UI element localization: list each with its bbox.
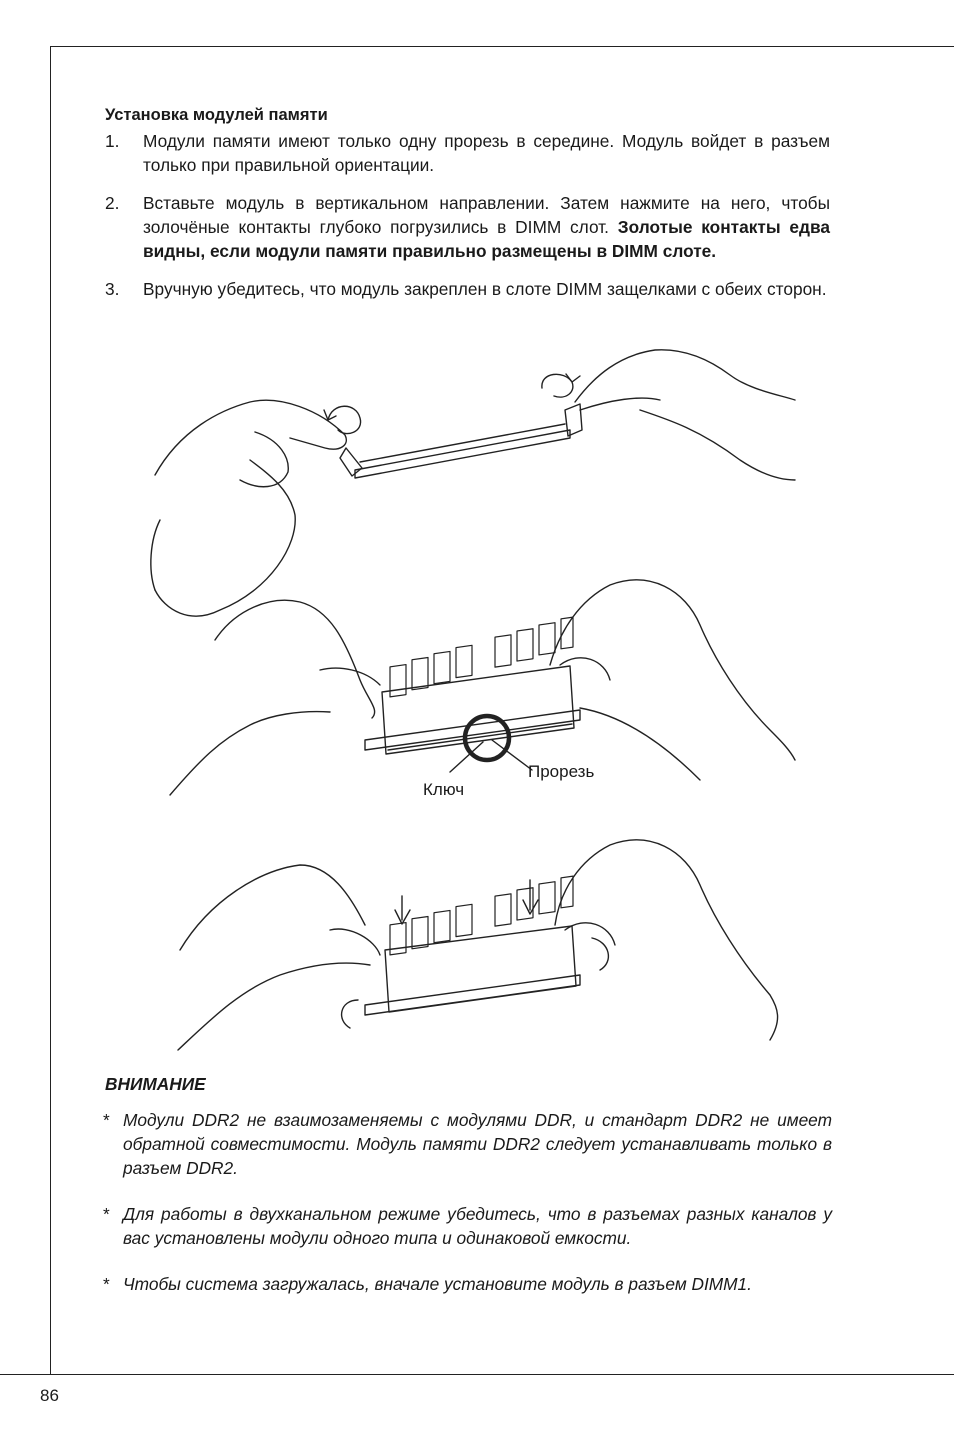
step-item [105, 277, 830, 301]
notice-section [105, 1072, 832, 1318]
notice-list [105, 1108, 832, 1296]
step-number: 3. [105, 279, 120, 299]
bullet-marker: * [103, 1274, 110, 1294]
step-number: 2. [105, 193, 120, 213]
page-number: 86 [40, 1386, 59, 1405]
step-text: Вручную убедитесь, что модуль закреплен в слоте DIMM защелками с обеих сторон. [143, 279, 827, 299]
page-frame-top [50, 46, 954, 47]
memory-install-section [105, 103, 830, 315]
notice-item [105, 1108, 832, 1180]
step-text: Вставьте модуль в вертикальном направлении. Затем нажмите на него, чтобы золочёные контакты глубоко погрузились в DIMM слот. [143, 193, 830, 237]
notice-title: ВНИМАНИЕ [105, 1074, 206, 1094]
dimm-install-illustration [140, 340, 810, 1060]
panel-press-down [178, 840, 778, 1050]
step-item [105, 191, 830, 263]
steps-list [105, 129, 830, 301]
step-item [105, 129, 830, 177]
step-bold-note: Золотые контакты едва видны, если модули памяти правильно размещены в DIMM слоте. [143, 217, 830, 261]
page-frame-left [50, 46, 51, 1374]
notice-text: Модули DDR2 не взаимозаменяемы с модулями DDR, и стандарт DDR2 не имеет обратной совместимости. Модуль памяти DDR2 следует устанавливать только в разъем DDR2. [123, 1110, 832, 1178]
bullet-marker: * [103, 1110, 110, 1130]
slot-label: Прорезь [528, 762, 595, 781]
section-title: Установка модулей памяти [105, 106, 328, 124]
notice-item [105, 1202, 832, 1250]
panel-open-latches [151, 350, 795, 616]
key-label: Ключ [423, 780, 465, 799]
notice-text: Для работы в двухканальном режиме убедитесь, что в разъемах разных каналов у вас установлены модули одного типа и одинаковой емкости. [123, 1204, 832, 1248]
page-frame-bottom [0, 1374, 954, 1375]
notice-text: Чтобы система загружалась, вначале установите модуль в разъем DIMM1. [123, 1274, 752, 1294]
notice-item [105, 1272, 832, 1296]
step-number: 1. [105, 131, 120, 151]
bullet-marker: * [103, 1204, 110, 1224]
step-text: Модули памяти имеют только одну прорезь в середине. Модуль войдет в разъем только при правильной ориентации. [143, 131, 830, 175]
panel-align-module [170, 580, 795, 795]
